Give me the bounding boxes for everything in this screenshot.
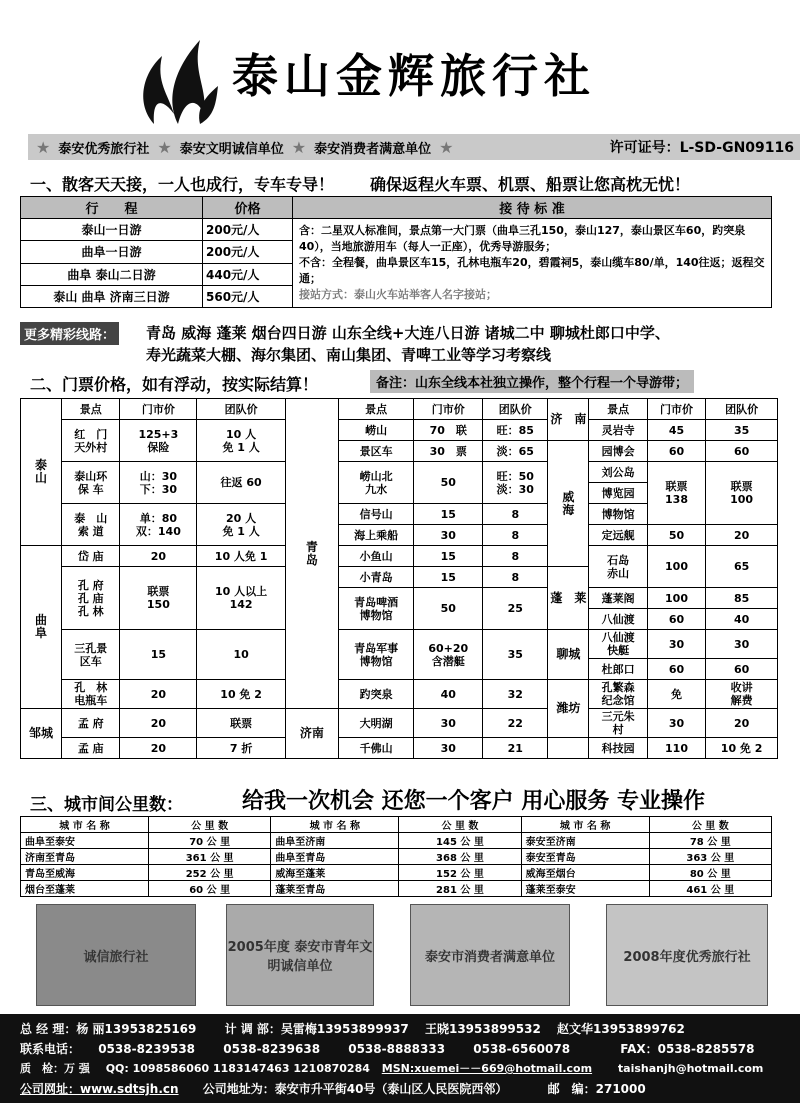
service-standard-cell (293, 219, 772, 308)
price-cell: 20 (120, 680, 197, 709)
pickup-text: 接站方式：泰山火车站举客人名字接站； (299, 288, 497, 301)
route-cell: 泰安至济南 (521, 833, 649, 849)
price-cell: 联票 138 (647, 462, 705, 525)
table-row (21, 865, 772, 881)
site-cell: 小青岛 (338, 567, 413, 588)
company-name: 泰山金辉旅行社 (232, 49, 596, 103)
group-price-cell: 32 (483, 680, 548, 709)
section1-slogan: 确保返程火车票、机票、船票让您高枕无忧！ (370, 175, 691, 194)
site-cell: 信号山 (338, 504, 413, 525)
region-cell: 曲 阜 (21, 546, 62, 709)
site-cell: 千佛山 (338, 738, 413, 759)
phone-number: 0538-8888333 (348, 1042, 446, 1056)
table-header: 公 里 数 (148, 817, 270, 833)
star-icon: ★ (157, 137, 172, 157)
region-cell: 威 海 (548, 441, 589, 567)
group-price-cell: 10 免 2 (197, 680, 286, 709)
route-cell: 烟台至蓬莱 (21, 881, 149, 897)
distance-table-body (21, 817, 772, 897)
site-cell: 海上乘船 (338, 525, 413, 546)
price-cell: 30 票 (414, 441, 483, 462)
group-price-cell: 60 (706, 441, 778, 462)
email-address[interactable]: taishanjh@hotmail.com (617, 1062, 764, 1075)
distance-cell: 461 公 里 (649, 881, 771, 897)
flame-logo-icon (134, 34, 220, 126)
distance-table (20, 816, 772, 897)
price-cell: 山：30 下：30 (120, 462, 197, 504)
table-header: 门市价 (120, 399, 197, 420)
ticket-table-body (21, 399, 778, 759)
site-cell: 青岛军事 博物馆 (338, 630, 413, 680)
site-cell: 博览园 (589, 483, 647, 504)
price-cell: 100 (647, 546, 705, 588)
route-cell: 威海至蓬莱 (271, 865, 399, 881)
price-cell: 60+20 含潜艇 (414, 630, 483, 680)
table-row (21, 738, 778, 759)
route-cell: 曲阜至济南 (271, 833, 399, 849)
table-header: 团队价 (706, 399, 778, 420)
site-cell: 孔 府 孔 庙 孔 林 (62, 567, 120, 630)
group-price-cell: 60 (706, 659, 778, 680)
region-cell: 济南 (285, 709, 338, 759)
site-cell: 刘公岛 (589, 462, 647, 483)
table-header: 景点 (589, 399, 647, 420)
distance-cell: 60 公 里 (148, 881, 270, 897)
honor-bar (28, 134, 800, 160)
table-header: 城 市 名 称 (21, 817, 149, 833)
section1-title: 一、散客天天接，一人也成行，专车专导！ (30, 175, 335, 194)
certificate-photo: 诚信旅行社 (36, 904, 196, 1006)
table-header: 城 市 名 称 (521, 817, 649, 833)
quality-contact: 质 检：万 强 (20, 1062, 90, 1075)
certificate-photo: 2008年度优秀旅行社 (606, 904, 768, 1006)
region-cell: 济 南 (548, 399, 589, 441)
table-row (21, 399, 778, 420)
site-cell: 青岛啤酒 博物馆 (338, 588, 413, 630)
group-price-cell: 40 (706, 609, 778, 630)
certificate-photo: 泰安市消费者满意单位 (410, 904, 570, 1006)
table-row (21, 546, 778, 567)
site-cell: 杜郎口 (589, 659, 647, 680)
group-price-cell: 35 (483, 630, 548, 680)
price-cell: 70 联 (414, 420, 483, 441)
table-header: 公 里 数 (649, 817, 771, 833)
distance-cell: 80 公 里 (649, 865, 771, 881)
group-price-cell: 淡：65 (483, 441, 548, 462)
price-cell: 50 (647, 525, 705, 546)
price-cell: 20 (120, 738, 197, 759)
route-cell: 蓬莱至泰安 (521, 881, 649, 897)
price-cell: 60 (647, 441, 705, 462)
table-header: 接 待 标 准 (293, 197, 772, 219)
route-cell: 威海至烟台 (521, 865, 649, 881)
group-price-cell: 20 (706, 709, 778, 738)
phone-number: 0538-8239638 (223, 1042, 321, 1056)
table-row (21, 833, 772, 849)
site-cell: 崂山北 九水 (338, 462, 413, 504)
table-header-row (21, 817, 772, 833)
group-price-cell: 联票 100 (706, 462, 778, 525)
included-text: 含：二星双人标准间，景点第一大门票（曲阜三孔150，泰山127，泰山景区车60，趵突泉40），当地旅游用车（每人一正座），优秀导游服务； (299, 224, 746, 253)
table-row (21, 709, 778, 738)
route-cell: 青岛至威海 (21, 865, 149, 881)
table-row (21, 849, 772, 865)
price-cell: 200元/人 (203, 241, 293, 263)
table-row (21, 881, 772, 897)
site-cell: 景区车 (338, 441, 413, 462)
manager-contact: 总 经 理：杨 丽13953825169 (20, 1022, 197, 1036)
phone-number: 0538-8239538 (98, 1042, 196, 1056)
group-price-cell: 10 人 免 1 人 (197, 420, 286, 462)
section3-slogan: 给我一次机会 还您一个客户 用心服务 专业操作 (242, 789, 705, 814)
price-cell: 60 (647, 659, 705, 680)
route-cell: 济南至青岛 (21, 849, 149, 865)
group-price-cell: 20 人 免 1 人 (197, 504, 286, 546)
group-price-cell: 85 (706, 588, 778, 609)
site-cell: 博物馆 (589, 504, 647, 525)
price-cell: 110 (647, 738, 705, 759)
route-cell: 曲阜一日游 (21, 241, 203, 263)
site-cell: 科技园 (589, 738, 647, 759)
table-header: 门市价 (414, 399, 483, 420)
region-cell: 潍坊 (548, 680, 589, 738)
table-header: 行 程 (21, 197, 203, 219)
route-cell: 曲阜至青岛 (271, 849, 399, 865)
phone-label: 联系电话： (20, 1042, 81, 1056)
price-cell: 20 (120, 546, 197, 567)
site-cell: 泰 山 索 道 (62, 504, 120, 546)
group-price-cell: 21 (483, 738, 548, 759)
table-header: 团队价 (483, 399, 548, 420)
star-icon: ★ (439, 137, 454, 157)
route-cell: 泰山 曲阜 济南三日游 (21, 285, 203, 307)
site-cell: 小鱼山 (338, 546, 413, 567)
staff-contact: 王晓13953899532 (424, 1022, 541, 1036)
excluded-text: 不含：全程餐，曲阜景区车15，孔林电瓶车20，碧霞祠5，泰山缆车80/单，140往返；返程交通； (299, 256, 765, 285)
distance-cell: 70 公 里 (148, 833, 270, 849)
group-price-cell: 10 人免 1 (197, 546, 286, 567)
group-price-cell: 8 (483, 546, 548, 567)
zip-code: 邮 编：271000 (547, 1082, 646, 1096)
table-row (21, 630, 778, 659)
distance-cell: 152 公 里 (399, 865, 521, 881)
region-cell: 青 岛 (285, 399, 338, 709)
more-routes-label: 更多精彩线路： (20, 322, 119, 345)
staff-contact: 赵文华13953899762 (557, 1022, 685, 1036)
route-cell: 泰山一日游 (21, 219, 203, 241)
price-cell: 560元/人 (203, 285, 293, 307)
distance-cell: 78 公 里 (649, 833, 771, 849)
more-routes-line: 寿光蔬菜大棚、海尔集团、南山集团、青啤工业等学习考察线 (146, 346, 552, 364)
distance-cell: 368 公 里 (399, 849, 521, 865)
distance-cell: 281 公 里 (399, 881, 521, 897)
group-price-cell: 10 人以上 142 (197, 567, 286, 630)
group-price-cell: 20 (706, 525, 778, 546)
license-number: 许可证号：L-SD-GN09116 (609, 140, 794, 156)
price-cell: 50 (414, 588, 483, 630)
price-cell: 单：80 双：140 (120, 504, 197, 546)
company-address: 公司地址为：泰安市升平街40号（泰山区人民医院西邻） (202, 1082, 508, 1096)
table-row (21, 680, 778, 709)
section2-note: 备注：山东全线本社独立操作，整个行程一个导游带； (370, 370, 694, 393)
phone-number: 0538-6560078 (473, 1042, 571, 1056)
table-header: 团队价 (197, 399, 286, 420)
price-cell: 30 (414, 738, 483, 759)
site-cell: 岱 庙 (62, 546, 120, 567)
table-header: 公 里 数 (399, 817, 521, 833)
region-cell: 蓬 莱 (548, 567, 589, 630)
distance-cell: 145 公 里 (399, 833, 521, 849)
region-cell: 邹城 (21, 709, 62, 759)
price-cell: 100 (647, 588, 705, 609)
group-price-cell: 35 (706, 420, 778, 441)
honor-item: 泰安消费者满意单位 (314, 141, 432, 157)
group-price-cell: 往返 60 (197, 462, 286, 504)
site-cell: 孔繁森 纪念馆 (589, 680, 647, 709)
table-header: 城 市 名 称 (271, 817, 399, 833)
price-cell: 15 (414, 567, 483, 588)
route-cell: 蓬莱至青岛 (271, 881, 399, 897)
distance-cell: 252 公 里 (148, 865, 270, 881)
group-price-cell: 30 (706, 630, 778, 659)
table-row (21, 462, 778, 483)
honor-item: 泰安文明诚信单位 (179, 141, 284, 157)
contact-footer (0, 1014, 800, 1103)
table-header: 门市价 (647, 399, 705, 420)
price-cell: 50 (414, 462, 483, 504)
price-cell: 60 (647, 609, 705, 630)
star-icon: ★ (36, 137, 51, 157)
dispatch-contact: 计 调 部：吴雷梅13953899937 (224, 1022, 409, 1036)
group-price-cell: 8 (483, 567, 548, 588)
group-price-cell: 8 (483, 504, 548, 525)
price-cell: 30 (647, 709, 705, 738)
site-cell: 石岛 赤山 (589, 546, 647, 588)
group-price-cell: 旺：85 (483, 420, 548, 441)
price-cell: 200元/人 (203, 219, 293, 241)
logo-area (0, 0, 800, 130)
table-row (21, 219, 772, 241)
route-cell: 曲阜 泰山二日游 (21, 263, 203, 285)
price-cell: 15 (414, 504, 483, 525)
group-price-cell: 旺：50 淡：30 (483, 462, 548, 504)
price-cell: 15 (120, 630, 197, 680)
price-cell: 免 (647, 680, 705, 709)
group-price-cell: 7 折 (197, 738, 286, 759)
ticket-price-table (20, 398, 778, 759)
site-cell: 定远舰 (589, 525, 647, 546)
section3-title: 三、城市间公里数： (30, 795, 183, 815)
price-cell: 联票 150 (120, 567, 197, 630)
price-cell: 15 (414, 546, 483, 567)
group-price-cell: 22 (483, 709, 548, 738)
table-header: 景点 (62, 399, 120, 420)
price-cell: 125+3 保险 (120, 420, 197, 462)
price-cell: 20 (120, 709, 197, 738)
route-cell: 泰安至青岛 (521, 849, 649, 865)
group-price-cell: 8 (483, 525, 548, 546)
star-icon: ★ (291, 137, 307, 157)
site-cell: 孔 林 电瓶车 (62, 680, 120, 709)
price-cell: 45 (647, 420, 705, 441)
tour-price-table (20, 196, 772, 308)
group-price-cell: 联票 (197, 709, 286, 738)
site-cell: 大明湖 (338, 709, 413, 738)
distance-cell: 363 公 里 (649, 849, 771, 865)
fax-number: FAX：0538-8285578 (620, 1042, 755, 1056)
website-link[interactable]: 公司网址：www.sdtsjh.cn (20, 1082, 179, 1096)
table-row (21, 420, 778, 441)
site-cell: 泰山环 保 车 (62, 462, 120, 504)
site-cell: 崂山 (338, 420, 413, 441)
region-cell (548, 738, 589, 759)
site-cell: 孟 庙 (62, 738, 120, 759)
certificate-photo: 2005年度 泰安市青年文明诚信单位 (226, 904, 374, 1006)
group-price-cell: 25 (483, 588, 548, 630)
more-routes-line: 青岛 威海 蓬莱 烟台四日游 山东全线+大连八日游 诸城二中 聊城杜郎口中学、 (146, 324, 670, 342)
qq-numbers: QQ: 1098586060 1183147463 1210870284 (105, 1062, 370, 1075)
section2-title: 二、门票价格，如有浮动，按实际结算！ (30, 375, 319, 394)
route-cell: 曲阜至泰安 (21, 833, 149, 849)
honor-item: 泰安优秀旅行社 (58, 141, 150, 157)
site-cell: 八仙渡 快艇 (589, 630, 647, 659)
price-cell: 40 (414, 680, 483, 709)
site-cell: 灵岩寺 (589, 420, 647, 441)
site-cell: 趵突泉 (338, 680, 413, 709)
site-cell: 八仙渡 (589, 609, 647, 630)
price-cell: 30 (647, 630, 705, 659)
site-cell: 园博会 (589, 441, 647, 462)
table-header-row (21, 197, 772, 219)
region-cell: 泰 山 (21, 399, 62, 546)
price-cell: 30 (414, 525, 483, 546)
group-price-cell: 10 (197, 630, 286, 680)
distance-cell: 361 公 里 (148, 849, 270, 865)
table-header: 价格 (203, 197, 293, 219)
site-cell: 孟 府 (62, 709, 120, 738)
msn-link[interactable]: MSN:xuemei－－669@hotmail.com (381, 1062, 593, 1075)
group-price-cell: 10 免 2 (706, 738, 778, 759)
site-cell: 三元朱 村 (589, 709, 647, 738)
table-header: 景点 (338, 399, 413, 420)
price-cell: 30 (414, 709, 483, 738)
group-price-cell: 65 (706, 546, 778, 588)
site-cell: 蓬莱阁 (589, 588, 647, 609)
site-cell: 红 门 天外村 (62, 420, 120, 462)
region-cell: 聊城 (548, 630, 589, 680)
price-cell: 440元/人 (203, 263, 293, 285)
group-price-cell: 收讲 解费 (706, 680, 778, 709)
site-cell: 三孔景 区车 (62, 630, 120, 680)
